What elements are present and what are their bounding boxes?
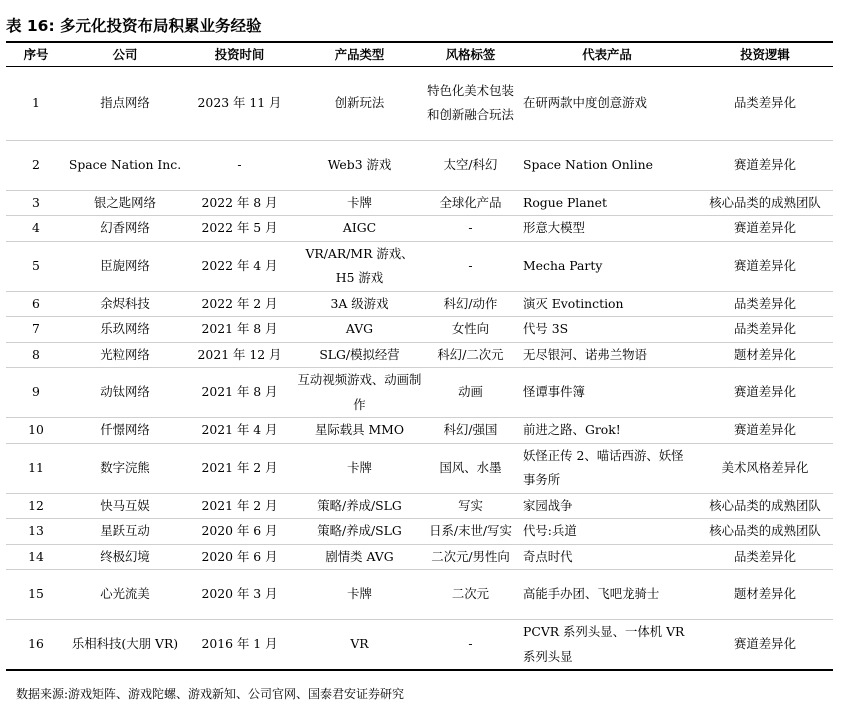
header-style-tag: 风格标签: [424, 42, 517, 66]
cell-style-tag: 科幻/二次元: [424, 342, 517, 368]
cell-company: 仟憬网络: [66, 418, 184, 444]
cell-invest-logic: 核心品类的成熟团队: [697, 493, 833, 519]
cell-product-type: 剧情类 AVG: [295, 544, 424, 570]
cell-invest-logic: 核心品类的成熟团队: [697, 190, 833, 216]
cell-invest-time: 2021 年 2 月: [184, 443, 295, 493]
cell-style-tag: 全球化产品: [424, 190, 517, 216]
cell-product-type: 卡牌: [295, 443, 424, 493]
cell-index: 9: [6, 368, 66, 418]
header-company: 公司: [66, 42, 184, 66]
cell-product-type: 3A 级游戏: [295, 291, 424, 317]
table-row: [6, 570, 833, 620]
cell-representative-product: 代号:兵道: [517, 519, 697, 545]
cell-representative-product: Mecha Party: [517, 241, 697, 291]
cell-invest-logic: 赛道差异化: [697, 216, 833, 242]
cell-invest-time: -: [184, 140, 295, 190]
cell-company: 数字浣熊: [66, 443, 184, 493]
table-header-row: [6, 42, 833, 66]
cell-representative-product: 在研两款中度创意游戏: [517, 66, 697, 140]
cell-product-type: SLG/模拟经营: [295, 342, 424, 368]
cell-company: 指点网络: [66, 66, 184, 140]
cell-invest-logic: 赛道差异化: [697, 368, 833, 418]
cell-representative-product: 高能手办团、飞吧龙骑士: [517, 570, 697, 620]
cell-company: Space Nation Inc.: [66, 140, 184, 190]
header-index: 序号: [6, 42, 66, 66]
cell-representative-product: 无尽银河、诺弗兰物语: [517, 342, 697, 368]
table-row: [6, 519, 833, 545]
cell-invest-time: 2016 年 1 月: [184, 620, 295, 671]
cell-invest-time: 2020 年 6 月: [184, 544, 295, 570]
cell-index: 8: [6, 342, 66, 368]
cell-invest-time: 2020 年 6 月: [184, 519, 295, 545]
cell-invest-logic: 题材差异化: [697, 342, 833, 368]
cell-style-tag: 科幻/动作: [424, 291, 517, 317]
cell-invest-logic: 赛道差异化: [697, 140, 833, 190]
cell-invest-time: 2021 年 2 月: [184, 493, 295, 519]
cell-product-type: 星际载具 MMO: [295, 418, 424, 444]
header-representative-product: 代表产品: [517, 42, 697, 66]
cell-index: 5: [6, 241, 66, 291]
cell-style-tag: 国风、水墨: [424, 443, 517, 493]
cell-style-tag: 女性向: [424, 317, 517, 343]
cell-index: 3: [6, 190, 66, 216]
cell-company: 乐相科技(大朋 VR): [66, 620, 184, 671]
cell-product-type: 策略/养成/SLG: [295, 493, 424, 519]
cell-invest-logic: 赛道差异化: [697, 620, 833, 671]
cell-product-type: 策略/养成/SLG: [295, 519, 424, 545]
cell-representative-product: 奇点时代: [517, 544, 697, 570]
cell-company: 快马互娱: [66, 493, 184, 519]
cell-index: 2: [6, 140, 66, 190]
cell-representative-product: 演灭 Evotinction: [517, 291, 697, 317]
cell-company: 银之匙网络: [66, 190, 184, 216]
cell-index: 7: [6, 317, 66, 343]
cell-product-type: 互动视频游戏、动画制作: [295, 368, 424, 418]
cell-invest-logic: 美术风格差异化: [697, 443, 833, 493]
cell-invest-logic: 题材差异化: [697, 570, 833, 620]
header-product-type: 产品类型: [295, 42, 424, 66]
cell-index: 6: [6, 291, 66, 317]
cell-style-tag: 特色化美术包装和创新融合玩法: [424, 66, 517, 140]
table-row: [6, 544, 833, 570]
table-row: [6, 418, 833, 444]
cell-invest-time: 2021 年 8 月: [184, 317, 295, 343]
cell-product-type: VR/AR/MR 游戏、H5 游戏: [295, 241, 424, 291]
cell-index: 4: [6, 216, 66, 242]
table-row: [6, 291, 833, 317]
table-row: [6, 140, 833, 190]
cell-representative-product: 妖怪正传 2、喵话西游、妖怪事务所: [517, 443, 697, 493]
cell-invest-time: 2022 年 2 月: [184, 291, 295, 317]
cell-representative-product: 怪谭事件簿: [517, 368, 697, 418]
table-row: [6, 241, 833, 291]
cell-style-tag: 科幻/强国: [424, 418, 517, 444]
data-source-note: 数据来源:游戏矩阵、游戏陀螺、游戏新知、公司官网、国泰君安证券研究: [16, 687, 405, 701]
cell-invest-time: 2020 年 3 月: [184, 570, 295, 620]
cell-style-tag: -: [424, 216, 517, 242]
cell-index: 13: [6, 519, 66, 545]
cell-product-type: AIGC: [295, 216, 424, 242]
cell-style-tag: -: [424, 620, 517, 671]
cell-invest-logic: 品类差异化: [697, 66, 833, 140]
cell-style-tag: 日系/末世/写实: [424, 519, 517, 545]
investment-table: [6, 41, 833, 671]
cell-invest-logic: 品类差异化: [697, 317, 833, 343]
cell-invest-time: 2021 年 12 月: [184, 342, 295, 368]
cell-invest-logic: 赛道差异化: [697, 418, 833, 444]
cell-product-type: Web3 游戏: [295, 140, 424, 190]
cell-representative-product: Space Nation Online: [517, 140, 697, 190]
cell-representative-product: Rogue Planet: [517, 190, 697, 216]
cell-product-type: 卡牌: [295, 570, 424, 620]
cell-company: 臣旎网络: [66, 241, 184, 291]
header-invest-logic: 投资逻辑: [697, 42, 833, 66]
cell-company: 终极幻境: [66, 544, 184, 570]
cell-style-tag: 动画: [424, 368, 517, 418]
cell-style-tag: 写实: [424, 493, 517, 519]
cell-index: 10: [6, 418, 66, 444]
cell-company: 星跃互动: [66, 519, 184, 545]
table-row: [6, 317, 833, 343]
cell-company: 幻香网络: [66, 216, 184, 242]
cell-invest-logic: 赛道差异化: [697, 241, 833, 291]
cell-product-type: VR: [295, 620, 424, 671]
cell-invest-time: 2022 年 8 月: [184, 190, 295, 216]
cell-style-tag: 太空/科幻: [424, 140, 517, 190]
table-row: [6, 493, 833, 519]
table-title: 表 16: 多元化投资布局积累业务经验: [6, 17, 262, 35]
table-row: [6, 368, 833, 418]
cell-company: 光粒网络: [66, 342, 184, 368]
cell-company: 乐玖网络: [66, 317, 184, 343]
header-invest-time: 投资时间: [184, 42, 295, 66]
cell-company: 动钛网络: [66, 368, 184, 418]
table-row: [6, 216, 833, 242]
cell-invest-logic: 品类差异化: [697, 544, 833, 570]
cell-company: 心光流美: [66, 570, 184, 620]
cell-invest-time: 2022 年 4 月: [184, 241, 295, 291]
cell-index: 14: [6, 544, 66, 570]
cell-index: 16: [6, 620, 66, 671]
table-row: [6, 342, 833, 368]
cell-product-type: AVG: [295, 317, 424, 343]
cell-company: 余烬科技: [66, 291, 184, 317]
cell-index: 15: [6, 570, 66, 620]
table-row: [6, 66, 833, 140]
cell-style-tag: 二次元: [424, 570, 517, 620]
cell-representative-product: PCVR 系列头显、一体机 VR 系列头显: [517, 620, 697, 671]
cell-invest-time: 2023 年 11 月: [184, 66, 295, 140]
table-row: [6, 443, 833, 493]
cell-representative-product: 代号 3S: [517, 317, 697, 343]
cell-index: 1: [6, 66, 66, 140]
cell-representative-product: 前进之路、Grok!: [517, 418, 697, 444]
cell-invest-logic: 核心品类的成熟团队: [697, 519, 833, 545]
cell-invest-time: 2021 年 4 月: [184, 418, 295, 444]
cell-invest-time: 2022 年 5 月: [184, 216, 295, 242]
cell-product-type: 创新玩法: [295, 66, 424, 140]
cell-invest-time: 2021 年 8 月: [184, 368, 295, 418]
cell-style-tag: 二次元/男性向: [424, 544, 517, 570]
cell-style-tag: -: [424, 241, 517, 291]
cell-index: 12: [6, 493, 66, 519]
cell-product-type: 卡牌: [295, 190, 424, 216]
table-row: [6, 620, 833, 671]
cell-invest-logic: 品类差异化: [697, 291, 833, 317]
cell-representative-product: 家园战争: [517, 493, 697, 519]
table-row: [6, 190, 833, 216]
cell-representative-product: 形意大模型: [517, 216, 697, 242]
cell-index: 11: [6, 443, 66, 493]
